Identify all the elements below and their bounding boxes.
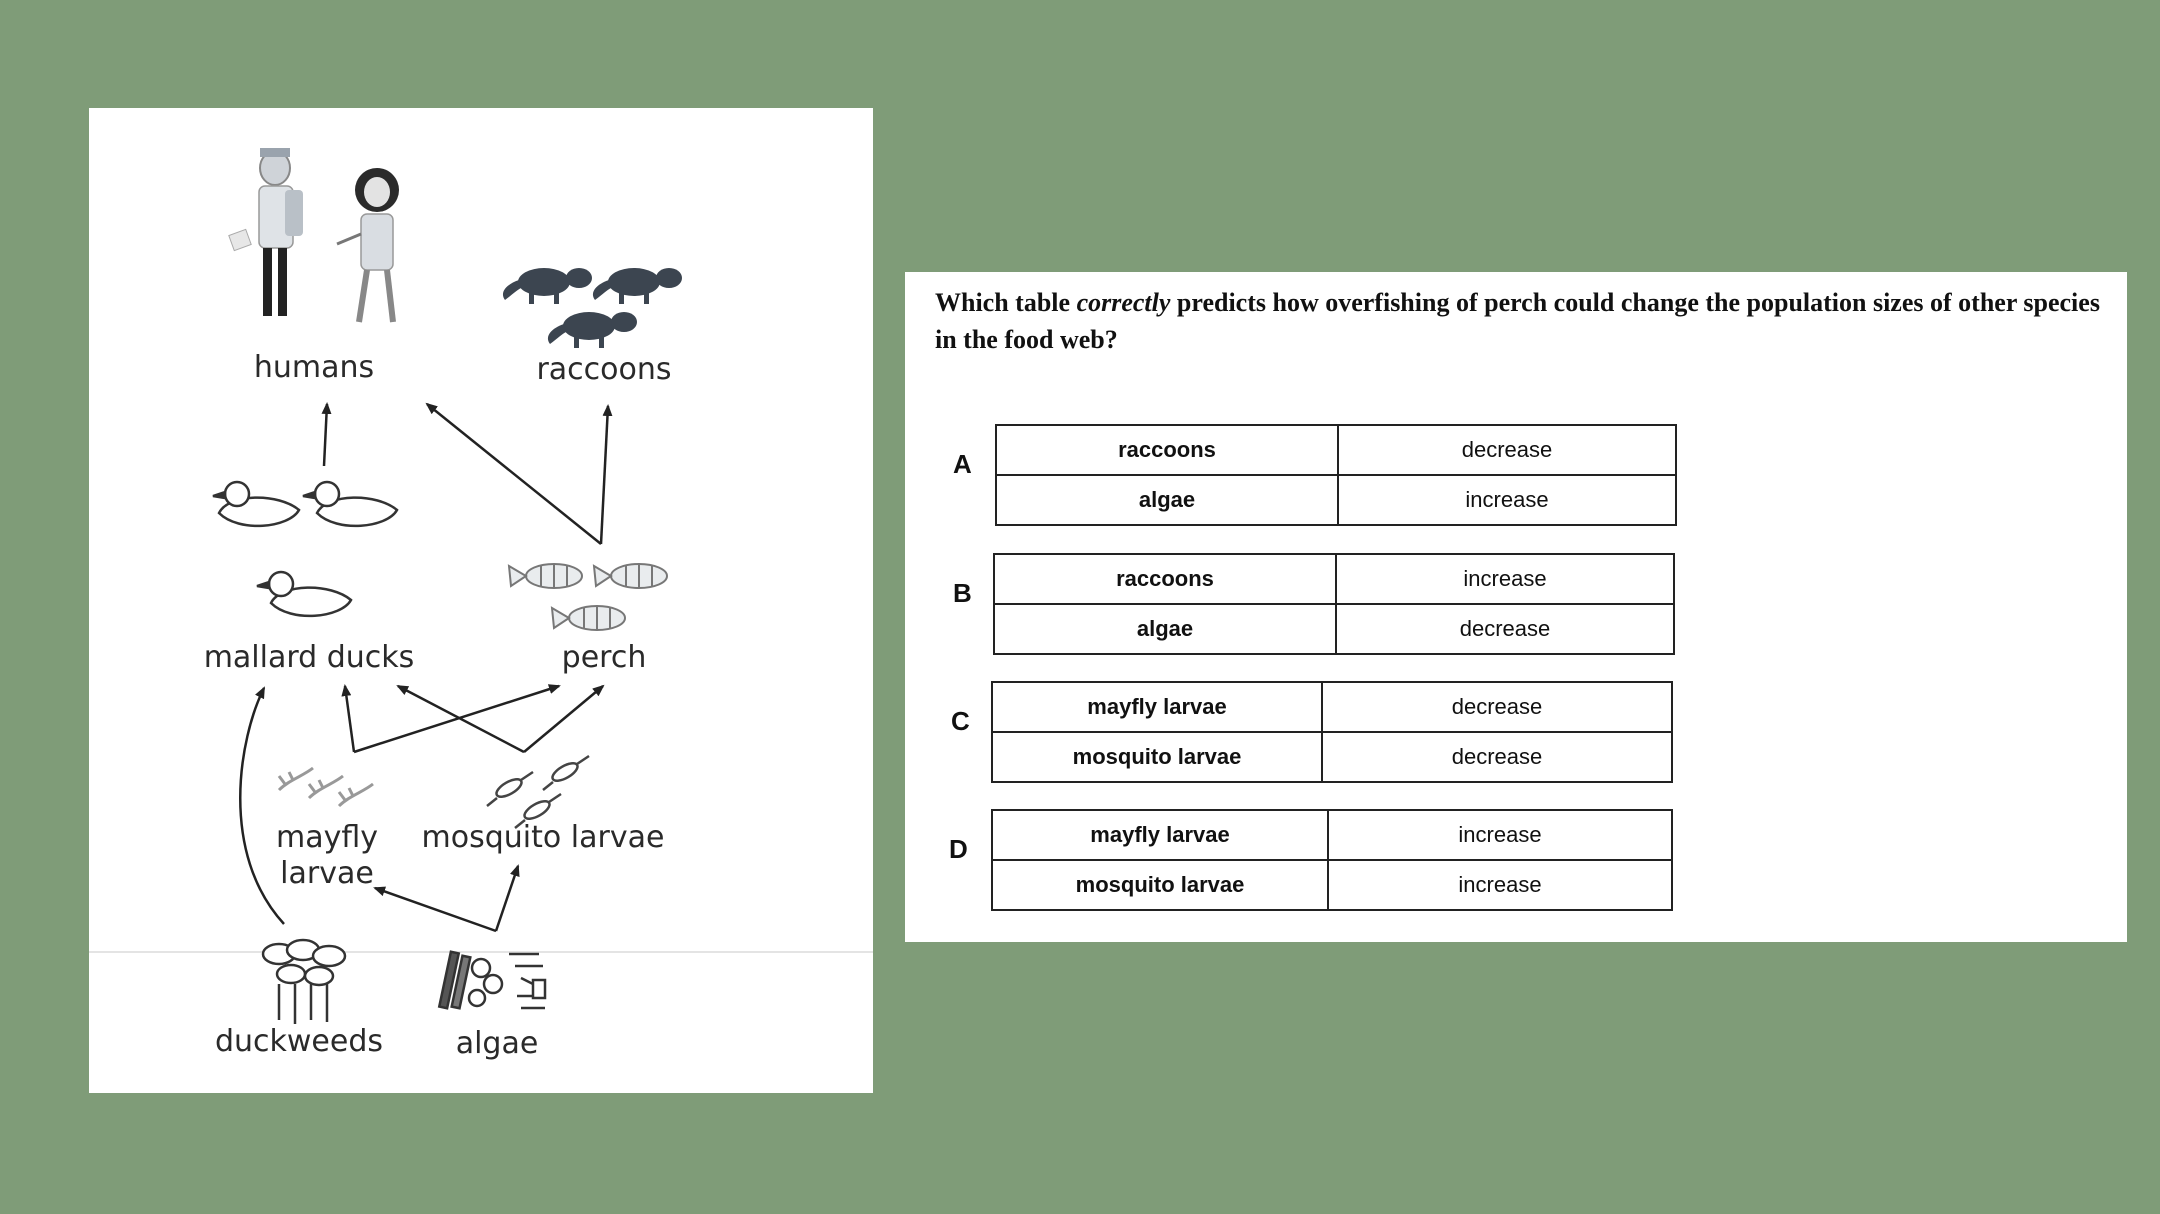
species-cell: algae [994, 604, 1336, 654]
label-mayfly-line2: larvae [280, 856, 374, 891]
label-mayfly-line1: mayfly [275, 820, 379, 855]
species-cell: raccoons [994, 554, 1336, 604]
raccoons-illustration [503, 268, 682, 348]
question-text [935, 284, 2125, 358]
table-row [992, 860, 1672, 910]
species-cell: raccoons [996, 425, 1338, 475]
species-cell: mosquito larvae [992, 732, 1322, 782]
option-b-letter[interactable]: B [953, 578, 972, 608]
table-row [994, 554, 1674, 604]
label-mallard-ducks: mallard ducks [203, 640, 415, 675]
species-cell: mayfly larvae [992, 682, 1322, 732]
table-row [996, 475, 1676, 525]
label-humans: humans [253, 350, 375, 385]
mallard-ducks-illustration [213, 482, 397, 616]
change-cell: increase [1328, 860, 1672, 910]
food-web-graphics [89, 108, 873, 1093]
change-cell: decrease [1336, 604, 1674, 654]
label-raccoons: raccoons [536, 352, 672, 387]
change-cell: increase [1336, 554, 1674, 604]
option-d-table[interactable] [991, 809, 1673, 911]
option-a-table[interactable] [995, 424, 1677, 526]
option-c-table[interactable] [991, 681, 1673, 783]
change-cell: increase [1328, 810, 1672, 860]
question-emphasis: correctly [1076, 288, 1171, 317]
perch-illustration [509, 564, 667, 630]
food-web-diagram [89, 108, 873, 1093]
duckweeds-illustration [263, 940, 345, 1024]
change-cell: decrease [1338, 425, 1676, 475]
species-cell: algae [996, 475, 1338, 525]
change-cell: decrease [1322, 732, 1672, 782]
label-perch: perch [561, 640, 647, 675]
question-part1: Which table [935, 288, 1077, 317]
label-duckweeds: duckweeds [214, 1024, 384, 1059]
algae-illustration [439, 952, 545, 1008]
question-part2: predicts how overfishing of perch could change the population sizes of other species in the food web? [935, 288, 2100, 354]
change-cell: increase [1338, 475, 1676, 525]
table-row [992, 810, 1672, 860]
table-row [992, 732, 1672, 782]
option-b-table[interactable] [993, 553, 1675, 655]
option-a-letter[interactable]: A [953, 449, 972, 479]
option-c-letter[interactable]: C [951, 706, 970, 736]
table-row [992, 682, 1672, 732]
table-row [994, 604, 1674, 654]
species-cell: mayfly larvae [992, 810, 1328, 860]
label-algae: algae [455, 1026, 539, 1061]
mosquito-larvae-illustration [487, 756, 589, 828]
mayfly-larvae-illustration [279, 768, 373, 806]
change-cell: decrease [1322, 682, 1672, 732]
humans-illustration [229, 148, 399, 322]
species-cell: mosquito larvae [992, 860, 1328, 910]
option-d-letter[interactable]: D [949, 834, 968, 864]
table-row [996, 425, 1676, 475]
question-panel [905, 272, 2127, 942]
label-mosquito-larvae: mosquito larvae [421, 820, 665, 855]
